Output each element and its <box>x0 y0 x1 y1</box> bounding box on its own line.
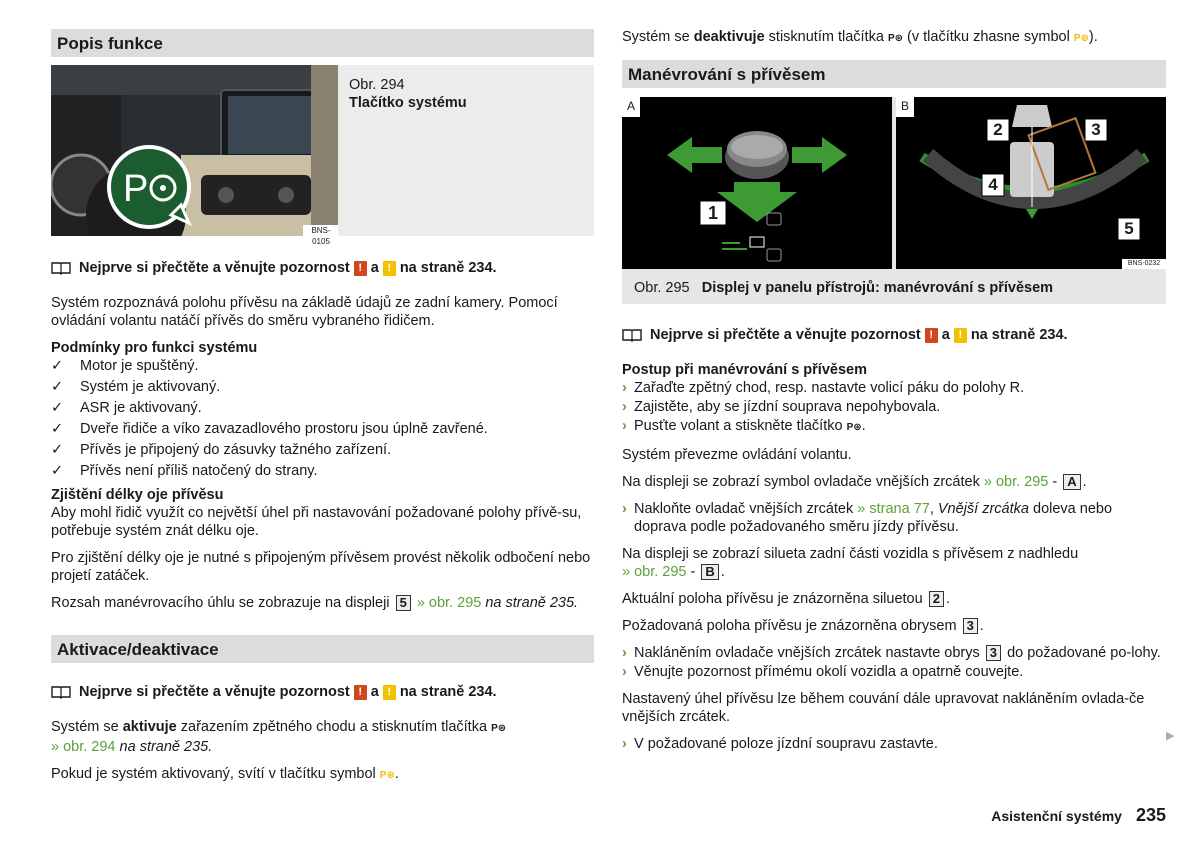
list-item: › V požadované poloze jízdní soupravu zastavte. <box>622 736 938 752</box>
list-item: › Zařaďte zpětný chod, resp. nastavte volicí páku do polohy R. <box>622 380 1025 396</box>
warning-yellow-icon: ! <box>383 685 396 700</box>
warning-note: Nejprve si přečtěte a věnujte pozornost ! a ! na straně 234. <box>622 326 1166 344</box>
callout-a: A <box>1063 474 1080 490</box>
book-icon <box>622 328 642 342</box>
takeover-paragraph: Systém převezme ovládání volantu. <box>622 447 852 463</box>
list-item: › Nakláněním ovladače vnějších zrcátek nastavte obrys 3 do požadované po-lohy. <box>622 645 1161 661</box>
dashboard-button-photo <box>51 65 338 236</box>
list-item: › Zajistěte, aby se jízdní souprava nepohybovala. <box>622 399 941 415</box>
warning-red-icon: ! <box>354 685 367 700</box>
footer-section: Asistenční systémy <box>991 808 1122 824</box>
warning-red-icon: ! <box>925 328 938 343</box>
chevron-right-icon: › <box>622 736 627 752</box>
page-number: 235 <box>1135 805 1166 825</box>
figure-link[interactable]: » obr. 295 <box>622 564 687 580</box>
warning-note <box>51 259 594 277</box>
book-icon <box>51 685 71 699</box>
length-paragraph-1: Aby mohl řidič využít co největší úhel při nastavování požadované polohy přívě-su, potřebuje systém znát délku oje. <box>51 505 582 539</box>
display-paragraph: Na displeji se zobrazí symbol ovladače vnějších zrcátek » obr. 295 - A . <box>622 474 1087 490</box>
chevron-right-icon: › <box>622 501 627 517</box>
figure-label: Obr. 294 <box>349 77 405 93</box>
list-item: ✓ ASR je aktivovaný. <box>51 400 202 416</box>
list-item: ✓ Motor je spuštěný. <box>51 358 199 374</box>
chevron-right-icon: › <box>622 380 627 396</box>
check-icon: ✓ <box>51 379 64 395</box>
callout-3: 3 <box>986 645 1001 661</box>
warning-red-icon: ! <box>354 261 367 276</box>
section-title-aktivace: Aktivace/deaktivace <box>51 635 594 663</box>
current-position-paragraph: Aktuální poloha přívěsu je znázorněna siluetou 2 . <box>622 591 950 607</box>
callout-1: 1 <box>707 203 718 223</box>
figure-link[interactable]: » obr. 295 <box>416 595 482 611</box>
callout-2: 2 <box>929 591 944 607</box>
callout-5: 5 <box>1124 219 1134 238</box>
chevron-right-icon: › <box>622 418 627 434</box>
note-prefix: Nejprve si přečtěte a věnujte pozornost <box>79 260 350 276</box>
list-item: ✓ Systém je aktivovaný. <box>51 379 221 395</box>
figure-295 <box>622 97 1166 304</box>
callout-3: 3 <box>1091 120 1101 139</box>
list-item: ✓ Dveře řidiče a víko zavazadlového prostoru jsou úplně zavřené. <box>51 421 488 437</box>
figure-caption: Obr. 295 Displej v panelu přístrojů: manévrování s přívěsem <box>634 280 1054 296</box>
check-icon: ✓ <box>51 358 64 374</box>
check-icon: ✓ <box>51 400 64 416</box>
page-link[interactable]: » strana 77 <box>857 501 930 517</box>
list-item: ✓ Přívěs je připojený do zásuvky tažného zařízení. <box>51 442 392 458</box>
park-assist-button-icon: P⊛ <box>846 422 862 433</box>
check-icon: ✓ <box>51 421 64 437</box>
list-item: ✓ Přívěs není příliš natočený do strany. <box>51 463 318 479</box>
conditions-list <box>51 357 594 480</box>
intro-paragraph: Systém rozpoznává polohu přívěsu na základě údajů ze zadní kamery. Pomocí ovládání volantu natáčí přívěs do směru vybraného řidičem. <box>51 295 558 329</box>
continue-arrow-icon: ▶ <box>1166 730 1175 742</box>
activation-paragraph: Systém se aktivuje zařazením zpětného chodu a stisknutím tlačítka P⊛ » obr. 294 na straně 235. <box>51 719 507 755</box>
note-suffix: na straně 234. <box>399 260 497 276</box>
figure-link[interactable]: » obr. 294 <box>51 739 116 755</box>
park-assist-button-icon: P⊛ <box>887 33 903 44</box>
check-icon: ✓ <box>51 463 64 479</box>
page-footer <box>991 806 1166 825</box>
panel-label-a: A <box>626 99 635 113</box>
park-assist-button-icon: P⊛ <box>491 723 507 734</box>
figure-294 <box>51 65 594 246</box>
procedure-title: Postup při manévrování s přívěsem <box>622 362 867 378</box>
figure-code: BNS-0105 <box>311 226 331 246</box>
callout-2: 2 <box>993 120 1003 139</box>
callout-3: 3 <box>963 618 978 634</box>
required-position-paragraph: Požadovaná poloha přívěsu je znázorněna obrysem 3 . <box>622 618 984 634</box>
length-paragraph-2: Pro zjištění délky oje je nutné s připojeným přívěsem provést několik odbočení nebo projetí zatáček. <box>51 550 591 584</box>
book-icon <box>51 261 71 275</box>
note-and: a <box>370 260 379 276</box>
list-item: › Nakloňte ovladač vnějších zrcátek » strana 77, Vnější zrcátka doleva nebo doprava podle požadovaného směru jízdy přívěsu. <box>622 501 1113 535</box>
range-paragraph: Rozsah manévrovacího úhlu se zobrazuje na displeji 5 » obr. 295 na straně 235. <box>51 595 579 611</box>
chevron-right-icon: › <box>622 664 627 680</box>
silhouette-paragraph: Na displeji se zobrazí silueta zadní části vozidla s přívěsem z nadhledu » obr. 295 - B . <box>622 546 1079 580</box>
conditions-title: Podmínky pro funkci systému <box>51 340 258 356</box>
park-assist-lit-icon: P⊛ <box>379 770 395 781</box>
warning-yellow-icon: ! <box>954 328 967 343</box>
chevron-right-icon: › <box>622 645 627 661</box>
section-title-manevrovani: Manévrování s přívěsem <box>622 60 1166 88</box>
check-icon: ✓ <box>51 442 64 458</box>
warning-note: Nejprve si přečtěte a věnujte pozornost ! a ! na straně 234. <box>51 683 594 701</box>
callout-b: B <box>701 564 718 580</box>
activation-paragraph-2: Pokud je systém aktivovaný, svítí v tlačítku symbol P⊛. <box>51 766 399 782</box>
panel-label-b: B <box>900 99 909 113</box>
angle-paragraph: Nastavený úhel přívěsu lze během couvání dále upravovat nakláněním ovlada-če vnějších zrcátek. <box>622 691 1145 725</box>
length-title: Zjištění délky oje přívěsu <box>51 487 224 503</box>
park-assist-lit-icon: P⊛ <box>1073 33 1089 44</box>
callout-5: 5 <box>396 595 411 611</box>
callout-4: 4 <box>988 175 998 194</box>
svg-text:P: P <box>123 168 149 210</box>
list-item: › Pusťte volant a stiskněte tlačítko P⊛. <box>622 417 1166 437</box>
figure-title: Tlačítko systému <box>349 95 467 111</box>
deactivation-paragraph: Systém se deaktivuje stisknutím tlačítka P⊛ (v tlačítku zhasne symbol P⊛). <box>622 29 1098 45</box>
list-item: › Věnujte pozornost přímému okolí vozidla a opatrně couvejte. <box>622 664 1024 680</box>
chevron-right-icon: › <box>622 399 627 415</box>
figure-code: BNS-0232 <box>1127 260 1161 267</box>
figure-link[interactable]: » obr. 295 <box>983 474 1049 490</box>
warning-yellow-icon: ! <box>383 261 396 276</box>
section-title-popis-funkce: Popis funkce <box>51 29 594 57</box>
